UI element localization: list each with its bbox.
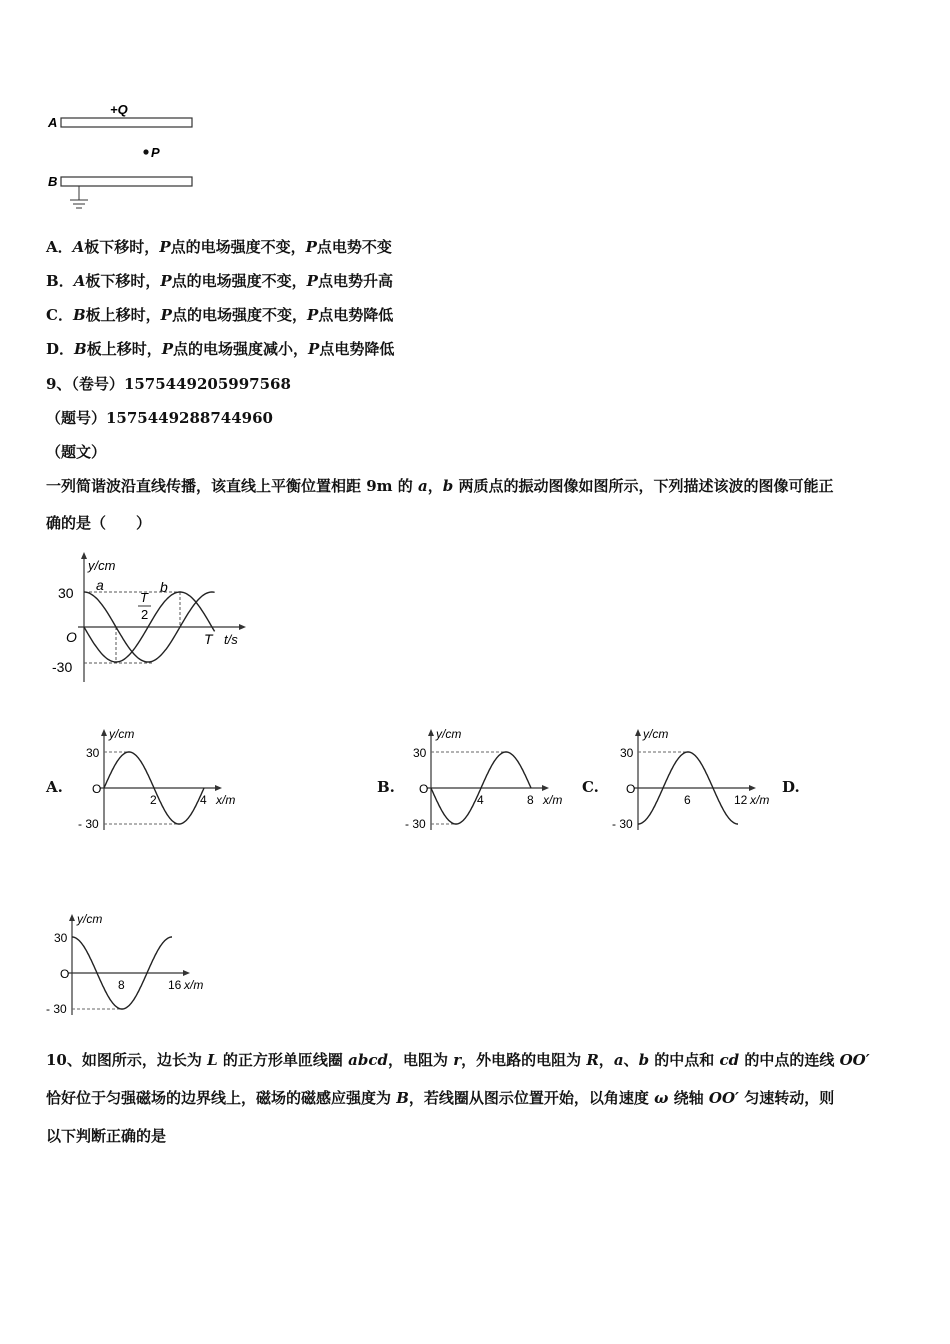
vib-label-a: a — [96, 577, 104, 593]
q9-stem-line2: 确的是（ ） — [46, 514, 152, 532]
y-axis-arrow — [69, 914, 75, 921]
x-tick-2: 16 — [168, 978, 182, 992]
y-pos-tick: 30 — [620, 746, 634, 760]
origin-label: O — [419, 782, 429, 796]
y-pos-tick: 30 — [54, 931, 68, 945]
vib-y-arrow — [81, 552, 87, 559]
q10-line1: 10、如图所示，边长为 L 的正方形单匝线圈 abcd，电阻为 r，外电路的电阻为 R，a、b 的中点和 cd 的中点的连线 OO′ — [46, 1051, 870, 1069]
vib-y-neg: -30 — [52, 659, 73, 675]
q9-stem-line1: 一列简谐波沿直线传播，该直线上平衡位置相距 9m 的 a，b 两质点的振动图像如图所示，下列描述该波的图像可能正 — [46, 477, 834, 495]
x-axis-arrow — [542, 785, 549, 791]
wave-graph-c — [612, 726, 782, 838]
q8-option-b: B．A板下移时，P点的电场强度不变，P点电势升高 — [46, 272, 393, 290]
origin-label: O — [626, 782, 636, 796]
ylabel: y/cm — [436, 727, 462, 741]
y-pos-tick: 30 — [413, 746, 427, 760]
wave-option-d-letter: D. — [782, 778, 800, 796]
vibration-graph — [50, 550, 260, 685]
x-tick-1: 2 — [150, 793, 157, 807]
x-tick-1: 6 — [684, 793, 691, 807]
x-axis-arrow — [215, 785, 222, 791]
charge-label: +Q — [110, 102, 128, 117]
x-tick-2: 8 — [527, 793, 534, 807]
wave-option-a-letter: A. — [46, 778, 63, 796]
point-p — [143, 149, 148, 154]
y-neg-tick: - 30 — [46, 1002, 67, 1016]
vib-xlabel: t/s — [224, 632, 238, 647]
x-tick-1: 4 — [477, 793, 484, 807]
origin-label: O — [60, 967, 70, 981]
wave-graph-a — [78, 726, 248, 838]
x-tick-2: 12 — [734, 793, 748, 807]
xlabel: x/m — [750, 793, 770, 807]
wave-graph-d — [46, 911, 216, 1023]
vib-x-arrow — [239, 624, 246, 630]
y-neg-tick: - 30 — [78, 817, 99, 831]
ylabel: y/cm — [77, 912, 103, 926]
plate-b-label: B — [48, 174, 58, 189]
wave-option-b-letter: B. — [377, 778, 395, 796]
ylabel: y/cm — [643, 727, 669, 741]
plate-a — [61, 118, 192, 127]
wave-graph-b — [405, 726, 575, 838]
x-tick-1: 8 — [118, 978, 125, 992]
vib-label-b: b — [160, 579, 168, 595]
vib-ylabel: y/cm — [88, 558, 116, 573]
q10-line2: 恰好位于匀强磁场的边界线上，磁场的磁感应强度为 B，若线圈从图示位置开始，以角速度 ω 绕轴 OO′ 匀速转动，则 — [46, 1089, 835, 1107]
x-tick-2: 4 — [200, 793, 207, 807]
vib-t-label: T — [204, 631, 213, 647]
ylabel: y/cm — [109, 727, 135, 741]
x-axis-arrow — [183, 970, 190, 976]
origin-label: O — [92, 782, 102, 796]
capacitor-figure — [44, 98, 204, 220]
vib-half-t-num: T — [140, 590, 148, 605]
y-axis-arrow — [101, 729, 107, 736]
vib-origin: O — [66, 629, 77, 645]
plate-a-label: A — [48, 115, 58, 130]
xlabel: x/m — [543, 793, 563, 807]
wave-option-c-letter: C. — [582, 778, 599, 796]
vib-half-t-den: 2 — [141, 607, 149, 622]
q10-line3: 以下判断正确的是 — [46, 1127, 167, 1145]
q9-tiwen: （题文） — [46, 443, 107, 461]
q8-option-d: D．B板上移时，P点的电场强度减小，P点电势降低 — [46, 340, 395, 358]
xlabel: x/m — [216, 793, 236, 807]
y-pos-tick: 30 — [86, 746, 100, 760]
point-label: P — [151, 145, 160, 160]
y-axis-arrow — [428, 729, 434, 736]
q8-option-c: C．B板上移时，P点的电场强度不变，P点电势降低 — [46, 306, 394, 324]
ground-symbol — [70, 186, 88, 208]
q8-option-a: A．A板下移时，P点的电场强度不变，P点电势不变 — [46, 238, 392, 256]
y-neg-tick: - 30 — [612, 817, 633, 831]
y-axis-arrow — [635, 729, 641, 736]
q9-tihao: （题号）1575449288744960 — [46, 409, 273, 427]
y-neg-tick: - 30 — [405, 817, 426, 831]
x-axis-arrow — [749, 785, 756, 791]
vib-y-pos: 30 — [58, 585, 74, 601]
plate-b — [61, 177, 192, 186]
xlabel: x/m — [184, 978, 204, 992]
q9-header: 9、（卷号）1575449205997568 — [46, 375, 291, 393]
